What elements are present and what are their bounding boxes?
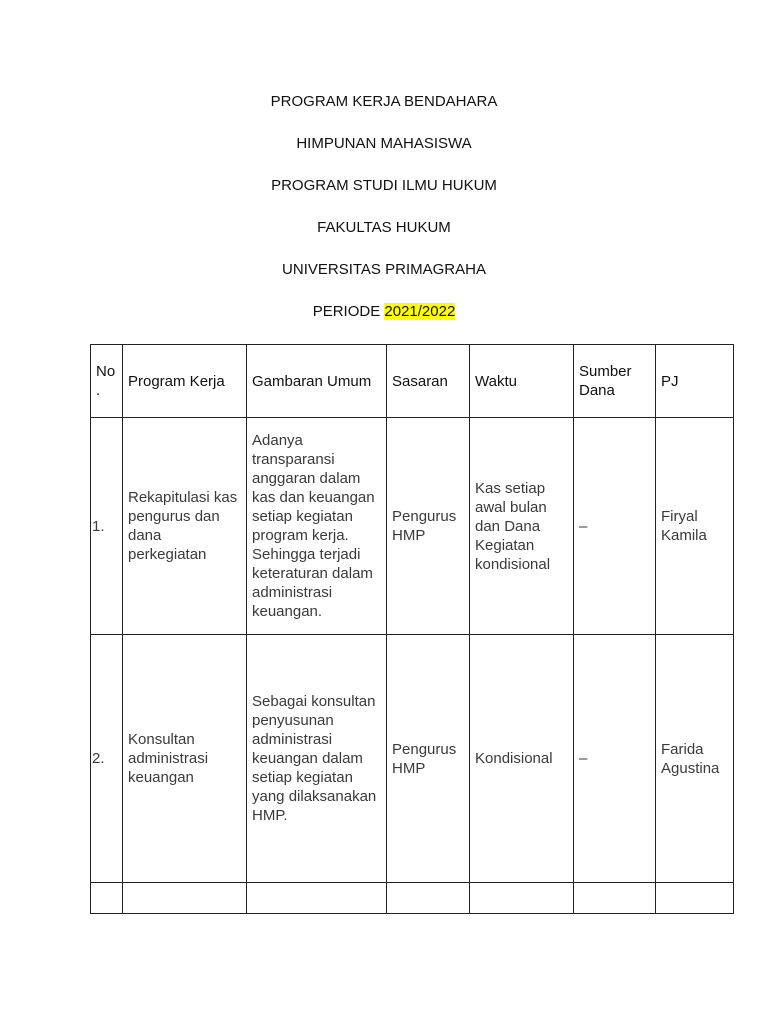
cell-sasaran: Pengurus HMP: [387, 635, 470, 883]
cell-gambaran-umum: Adanya transparansi anggaran dalam kas dan keuangan setiap kegiatan program kerja. Sehingga terjadi keteraturan dalam administrasi keuangan.: [247, 418, 387, 635]
work-program-table: [90, 344, 734, 914]
title-line-4: FAKULTAS HUKUM: [317, 219, 451, 236]
cell-sumber-dana: –: [574, 418, 656, 635]
cell-empty: [387, 883, 470, 914]
cell-empty: [470, 883, 574, 914]
cell-waktu: Kas setiap awal bulan dan Dana Kegiatan kondisional: [470, 418, 574, 635]
cell-program-kerja: Rekapitulasi kas pengurus dan dana perkegiatan: [123, 418, 247, 635]
cell-sasaran: Pengurus HMP: [387, 418, 470, 635]
period-line: [0, 302, 768, 322]
table-row: [91, 635, 734, 883]
cell-no: 2.: [91, 635, 123, 883]
cell-gambaran-umum: Sebagai konsultan penyusunan administrasi keuangan dalam setiap kegiatan yang dilaksanakan HMP.: [247, 635, 387, 883]
cell-pj: Farida Agustina: [656, 635, 734, 883]
cell-sumber-dana: –: [574, 635, 656, 883]
period-value-highlight: 2021/2022: [384, 303, 456, 320]
header-program-kerja: Program Kerja: [123, 345, 247, 418]
cell-empty: [574, 883, 656, 914]
table-header-row: [91, 345, 734, 418]
title-line-3: PROGRAM STUDI ILMU HUKUM: [271, 177, 497, 194]
header-pj: PJ: [656, 345, 734, 418]
header-gambaran-umum: Gambaran Umum: [247, 345, 387, 418]
header-waktu: Waktu: [470, 345, 574, 418]
cell-no: 1.: [91, 418, 123, 635]
cell-waktu: Kondisional: [470, 635, 574, 883]
title-line-1: PROGRAM KERJA BENDAHARA: [270, 93, 498, 110]
cell-empty: [123, 883, 247, 914]
header-sumber-dana: Sumber Dana: [574, 345, 656, 418]
header-no: No.: [91, 345, 123, 418]
cell-empty: [656, 883, 734, 914]
header-sasaran: Sasaran: [387, 345, 470, 418]
table-row-empty: [91, 883, 734, 914]
cell-pj: Firyal Kamila: [656, 418, 734, 635]
cell-program-kerja: Konsultan administrasi keuangan: [123, 635, 247, 883]
cell-empty: [247, 883, 387, 914]
title-line-2: HIMPUNAN MAHASISWA: [296, 135, 472, 152]
table-row: [91, 418, 734, 635]
period-label: PERIODE: [312, 303, 385, 320]
cell-empty: [91, 883, 123, 914]
title-line-5: UNIVERSITAS PRIMAGRAHA: [282, 261, 486, 278]
